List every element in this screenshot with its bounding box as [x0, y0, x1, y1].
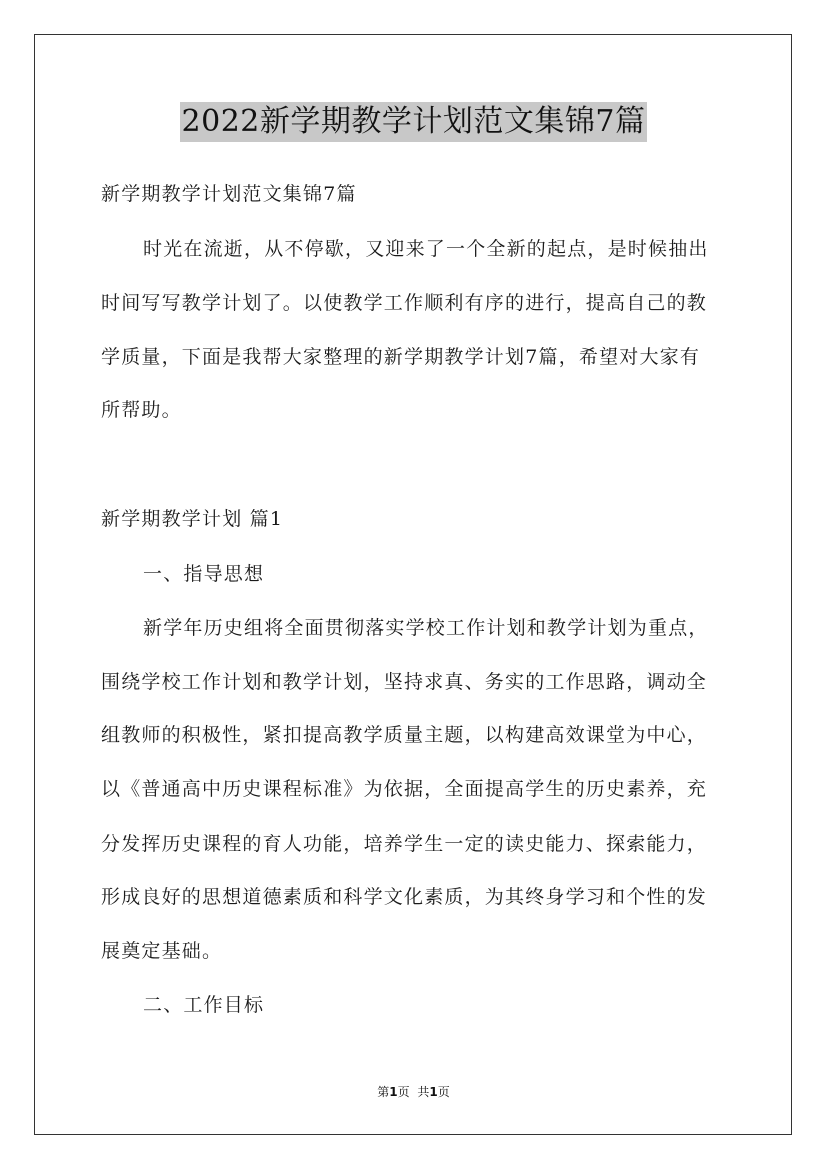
intro-line-4: 所帮助。 [101, 399, 182, 421]
intro-line-1: 时光在流逝，从不停歇，又迎来了一个全新的起点，是时候抽出 [143, 238, 709, 260]
intro-line-3: 学质量，下面是我帮大家整理的新学期教学计划7篇，希望对大家有 [101, 346, 701, 368]
heading-work-goals: 二、工作目标 [143, 994, 265, 1016]
footer-total-suffix: 页 [437, 1085, 450, 1099]
footer-page-suffix: 页 [397, 1085, 410, 1099]
body-line-7: 展奠定基础。 [101, 940, 223, 962]
footer-page-prefix: 第 [377, 1085, 390, 1099]
document-subtitle: 新学期教学计划范文集锦7篇 [101, 183, 357, 205]
body-line-5: 分发挥历史课程的育人功能，培养学生一定的读史能力、探索能力， [101, 833, 708, 855]
page-footer [0, 1084, 827, 1100]
body-line-2: 围绕学校工作计划和教学计划，坚持求真、务实的工作思路，调动全 [101, 671, 708, 693]
footer-page-number: 1 [389, 1085, 398, 1099]
body-line-4: 以《普通高中历史课程标准》为依据，全面提高学生的历史素养，充 [101, 778, 708, 800]
body-line-6: 形成良好的思想道德素质和科学文化素质，为其终身学习和个性的发 [101, 886, 708, 908]
section-heading: 新学期教学计划 篇1 [101, 508, 284, 530]
heading-guiding-ideology: 一、指导思想 [143, 563, 265, 585]
document-title: 2022新学期教学计划范文集锦7篇 [180, 102, 648, 142]
title-container [0, 102, 827, 142]
body-line-1: 新学年历史组将全面贯彻落实学校工作计划和教学计划为重点， [143, 617, 709, 639]
intro-line-2: 时间写写教学计划了。以使教学工作顺利有序的进行，提高自己的教 [101, 292, 708, 314]
footer-total-prefix: 共 [417, 1085, 430, 1099]
footer-total-number: 1 [429, 1085, 438, 1099]
body-line-3: 组教师的积极性，紧扣提高教学质量主题，以构建高效课堂为中心， [101, 724, 708, 746]
